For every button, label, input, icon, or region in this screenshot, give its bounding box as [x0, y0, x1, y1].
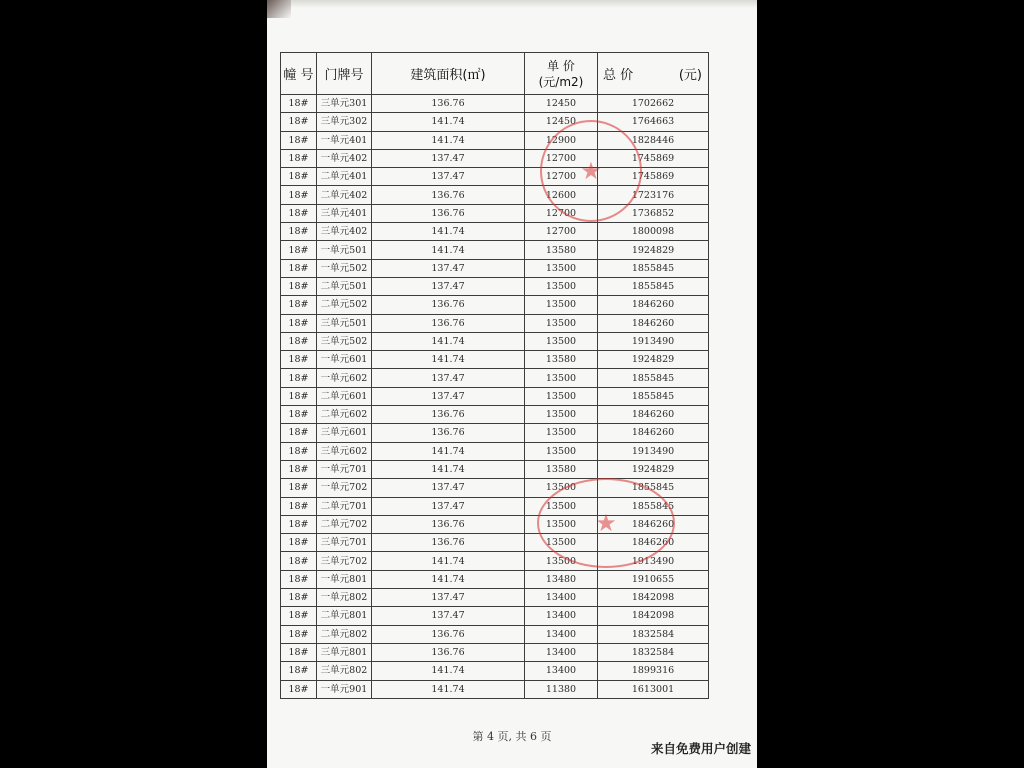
table-row [281, 387, 709, 405]
cell-unit-no: 一单元701 [317, 460, 372, 478]
table-body [281, 95, 709, 699]
cell-building: 18# [281, 277, 317, 295]
cell-total-price: 1855845 [598, 479, 709, 497]
table-row [281, 662, 709, 680]
cell-unit-price: 13400 [525, 643, 598, 661]
cell-building: 18# [281, 643, 317, 661]
cell-unit-price: 13500 [525, 369, 598, 387]
table-row [281, 241, 709, 259]
cell-total-price: 1745869 [598, 149, 709, 167]
cell-total-price: 1855845 [598, 497, 709, 515]
cell-unit-no: 一单元702 [317, 479, 372, 497]
page-footer: 第 4 页, 共 6 页 [472, 730, 552, 743]
cell-building: 18# [281, 662, 317, 680]
cell-unit-price: 13500 [525, 259, 598, 277]
cell-total-price: 1924829 [598, 460, 709, 478]
cell-total-price: 1846260 [598, 296, 709, 314]
cell-building: 18# [281, 241, 317, 259]
cell-total-price: 1924829 [598, 351, 709, 369]
cell-area: 136.76 [372, 314, 525, 332]
table-row [281, 643, 709, 661]
cell-building: 18# [281, 625, 317, 643]
header-unit-price [525, 53, 598, 95]
cell-building: 18# [281, 296, 317, 314]
cell-unit-no: 一单元601 [317, 351, 372, 369]
cell-area: 141.74 [372, 662, 525, 680]
cell-unit-no: 二单元701 [317, 497, 372, 515]
cell-unit-no: 二单元601 [317, 387, 372, 405]
cell-area: 141.74 [372, 351, 525, 369]
header-total-unit: (元) [678, 68, 702, 83]
cell-area: 137.47 [372, 277, 525, 295]
cell-building: 18# [281, 607, 317, 625]
red-seal-stamp [540, 120, 642, 222]
cell-unit-price: 12700 [525, 223, 598, 241]
cell-building: 18# [281, 680, 317, 698]
cell-building: 18# [281, 497, 317, 515]
cell-unit-price: 13400 [525, 625, 598, 643]
cell-total-price: 1828446 [598, 131, 709, 149]
cell-area: 137.47 [372, 369, 525, 387]
cell-unit-no: 二单元502 [317, 296, 372, 314]
table-row [281, 589, 709, 607]
cell-unit-price: 13580 [525, 241, 598, 259]
cell-total-price: 1913490 [598, 552, 709, 570]
cell-unit-price: 13400 [525, 662, 598, 680]
document-page [267, 0, 757, 768]
red-seal-stamp [537, 478, 675, 568]
cell-unit-no: 一单元801 [317, 570, 372, 588]
seal-star-icon: ★ [595, 509, 617, 537]
table-row [281, 131, 709, 149]
cell-building: 18# [281, 186, 317, 204]
header-unit-price-line1: 单 价 [547, 58, 575, 73]
cell-building: 18# [281, 204, 317, 222]
cell-unit-price: 13400 [525, 607, 598, 625]
cell-total-price: 1855845 [598, 387, 709, 405]
cell-unit-price: 13500 [525, 332, 598, 350]
table-row [281, 625, 709, 643]
cell-building: 18# [281, 570, 317, 588]
cell-total-price: 1899316 [598, 662, 709, 680]
table-row [281, 204, 709, 222]
table-row [281, 149, 709, 167]
cell-unit-no: 二单元602 [317, 406, 372, 424]
cell-total-price: 1832584 [598, 643, 709, 661]
header-unit-price-line2: (元/m2) [538, 74, 584, 89]
cell-total-price: 1855845 [598, 259, 709, 277]
cell-unit-no: 二单元702 [317, 515, 372, 533]
cell-building: 18# [281, 369, 317, 387]
table-row [281, 424, 709, 442]
cell-unit-no: 一单元901 [317, 680, 372, 698]
cell-total-price: 1842098 [598, 607, 709, 625]
cell-building: 18# [281, 332, 317, 350]
cell-area: 136.76 [372, 186, 525, 204]
page-top-shadow [267, 0, 757, 8]
cell-area: 137.47 [372, 497, 525, 515]
cell-total-price: 1702662 [598, 95, 709, 113]
cell-unit-price: 13500 [525, 497, 598, 515]
cell-total-price: 1800098 [598, 223, 709, 241]
cell-unit-no: 一单元502 [317, 259, 372, 277]
cell-area: 136.76 [372, 406, 525, 424]
table-row [281, 570, 709, 588]
table-row [281, 332, 709, 350]
seal-star-icon: ★ [580, 157, 602, 185]
cell-unit-price: 13580 [525, 351, 598, 369]
cell-unit-price: 13500 [525, 406, 598, 424]
cell-area: 136.76 [372, 424, 525, 442]
cell-unit-no: 三单元501 [317, 314, 372, 332]
table-row [281, 314, 709, 332]
table-row [281, 607, 709, 625]
cell-area: 136.76 [372, 643, 525, 661]
table-row [281, 369, 709, 387]
table-header-row [281, 53, 709, 95]
cell-unit-price: 12600 [525, 186, 598, 204]
table-row [281, 223, 709, 241]
cell-building: 18# [281, 149, 317, 167]
cell-unit-price: 13580 [525, 460, 598, 478]
cell-unit-price: 12700 [525, 149, 598, 167]
watermark-text: 来自免费用户创建 [651, 741, 752, 756]
table-row [281, 259, 709, 277]
cell-building: 18# [281, 406, 317, 424]
cell-unit-price: 13500 [525, 424, 598, 442]
cell-unit-no: 三单元302 [317, 113, 372, 131]
cell-building: 18# [281, 168, 317, 186]
cell-area: 136.76 [372, 515, 525, 533]
cell-unit-price: 12700 [525, 204, 598, 222]
cell-unit-no: 二单元501 [317, 277, 372, 295]
cell-building: 18# [281, 351, 317, 369]
price-table [280, 52, 709, 699]
header-total-label: 总 价 [603, 68, 634, 83]
cell-area: 137.47 [372, 259, 525, 277]
cell-total-price: 1613001 [598, 680, 709, 698]
cell-building: 18# [281, 552, 317, 570]
table-row [281, 406, 709, 424]
cell-area: 141.74 [372, 113, 525, 131]
cell-unit-price: 13500 [525, 296, 598, 314]
cell-unit-no: 三单元301 [317, 95, 372, 113]
cell-building: 18# [281, 589, 317, 607]
cell-total-price: 1913490 [598, 332, 709, 350]
cell-total-price: 1924829 [598, 241, 709, 259]
cell-total-price: 1846260 [598, 424, 709, 442]
cell-unit-price: 13500 [525, 534, 598, 552]
header-building: 幢 号 [281, 53, 317, 95]
cell-area: 141.74 [372, 241, 525, 259]
table-row [281, 351, 709, 369]
cell-building: 18# [281, 131, 317, 149]
cell-building: 18# [281, 534, 317, 552]
cell-total-price: 1736852 [598, 204, 709, 222]
cell-area: 141.74 [372, 442, 525, 460]
cell-unit-price: 13400 [525, 589, 598, 607]
cell-total-price: 1855845 [598, 369, 709, 387]
cell-unit-no: 三单元402 [317, 223, 372, 241]
cell-unit-no: 二单元802 [317, 625, 372, 643]
cell-area: 136.76 [372, 95, 525, 113]
cell-unit-no: 三单元802 [317, 662, 372, 680]
cell-total-price: 1846260 [598, 515, 709, 533]
cell-building: 18# [281, 223, 317, 241]
cell-unit-no: 一单元501 [317, 241, 372, 259]
cell-unit-no: 三单元502 [317, 332, 372, 350]
cell-unit-no: 一单元802 [317, 589, 372, 607]
cell-area: 137.47 [372, 607, 525, 625]
cell-area: 137.47 [372, 168, 525, 186]
cell-building: 18# [281, 460, 317, 478]
cell-total-price: 1745869 [598, 168, 709, 186]
cell-area: 137.47 [372, 589, 525, 607]
table-row [281, 168, 709, 186]
cell-unit-price: 13500 [525, 442, 598, 460]
table-row [281, 113, 709, 131]
cell-unit-price: 13500 [525, 515, 598, 533]
cell-unit-no: 三单元801 [317, 643, 372, 661]
page-folded-corner [267, 0, 291, 18]
cell-area: 141.74 [372, 131, 525, 149]
cell-unit-no: 三单元401 [317, 204, 372, 222]
cell-area: 136.76 [372, 625, 525, 643]
cell-building: 18# [281, 387, 317, 405]
cell-total-price: 1723176 [598, 186, 709, 204]
table-row [281, 460, 709, 478]
cell-total-price: 1913490 [598, 442, 709, 460]
cell-unit-no: 一单元402 [317, 149, 372, 167]
cell-unit-no: 二单元401 [317, 168, 372, 186]
cell-building: 18# [281, 113, 317, 131]
cell-unit-price: 11380 [525, 680, 598, 698]
cell-total-price: 1832584 [598, 625, 709, 643]
cell-area: 137.47 [372, 149, 525, 167]
cell-total-price: 1842098 [598, 589, 709, 607]
header-area: 建筑面积(㎡) [372, 53, 525, 95]
table-row [281, 186, 709, 204]
cell-unit-no: 一单元602 [317, 369, 372, 387]
cell-unit-no: 一单元401 [317, 131, 372, 149]
cell-unit-price: 12700 [525, 168, 598, 186]
table-row [281, 296, 709, 314]
table-row [281, 277, 709, 295]
cell-unit-price: 13480 [525, 570, 598, 588]
cell-unit-no: 三单元602 [317, 442, 372, 460]
table-row [281, 680, 709, 698]
cell-unit-price: 12450 [525, 113, 598, 131]
cell-area: 141.74 [372, 332, 525, 350]
cell-building: 18# [281, 259, 317, 277]
header-total-price [598, 53, 709, 95]
table-row [281, 95, 709, 113]
cell-area: 141.74 [372, 223, 525, 241]
cell-unit-price: 13500 [525, 314, 598, 332]
table-row [281, 442, 709, 460]
cell-unit-no: 三单元701 [317, 534, 372, 552]
cell-total-price: 1764663 [598, 113, 709, 131]
cell-unit-no: 三单元702 [317, 552, 372, 570]
cell-unit-no: 二单元801 [317, 607, 372, 625]
cell-unit-price: 13500 [525, 387, 598, 405]
cell-building: 18# [281, 424, 317, 442]
cell-area: 141.74 [372, 680, 525, 698]
cell-area: 137.47 [372, 387, 525, 405]
cell-area: 136.76 [372, 534, 525, 552]
cell-building: 18# [281, 515, 317, 533]
cell-unit-no: 三单元601 [317, 424, 372, 442]
cell-total-price: 1846260 [598, 314, 709, 332]
cell-area: 136.76 [372, 204, 525, 222]
cell-unit-price: 12900 [525, 131, 598, 149]
cell-unit-price: 13500 [525, 479, 598, 497]
cell-unit-price: 13500 [525, 552, 598, 570]
cell-building: 18# [281, 314, 317, 332]
cell-area: 141.74 [372, 570, 525, 588]
cell-area: 141.74 [372, 552, 525, 570]
cell-unit-price: 13500 [525, 277, 598, 295]
cell-total-price: 1855845 [598, 277, 709, 295]
cell-total-price: 1910655 [598, 570, 709, 588]
cell-building: 18# [281, 442, 317, 460]
cell-area: 141.74 [372, 460, 525, 478]
cell-unit-no: 二单元402 [317, 186, 372, 204]
cell-unit-price: 12450 [525, 95, 598, 113]
cell-building: 18# [281, 95, 317, 113]
cell-total-price: 1846260 [598, 534, 709, 552]
cell-total-price: 1846260 [598, 406, 709, 424]
cell-building: 18# [281, 479, 317, 497]
cell-area: 136.76 [372, 296, 525, 314]
cell-area: 137.47 [372, 479, 525, 497]
header-unit-no: 门牌号 [317, 53, 372, 95]
